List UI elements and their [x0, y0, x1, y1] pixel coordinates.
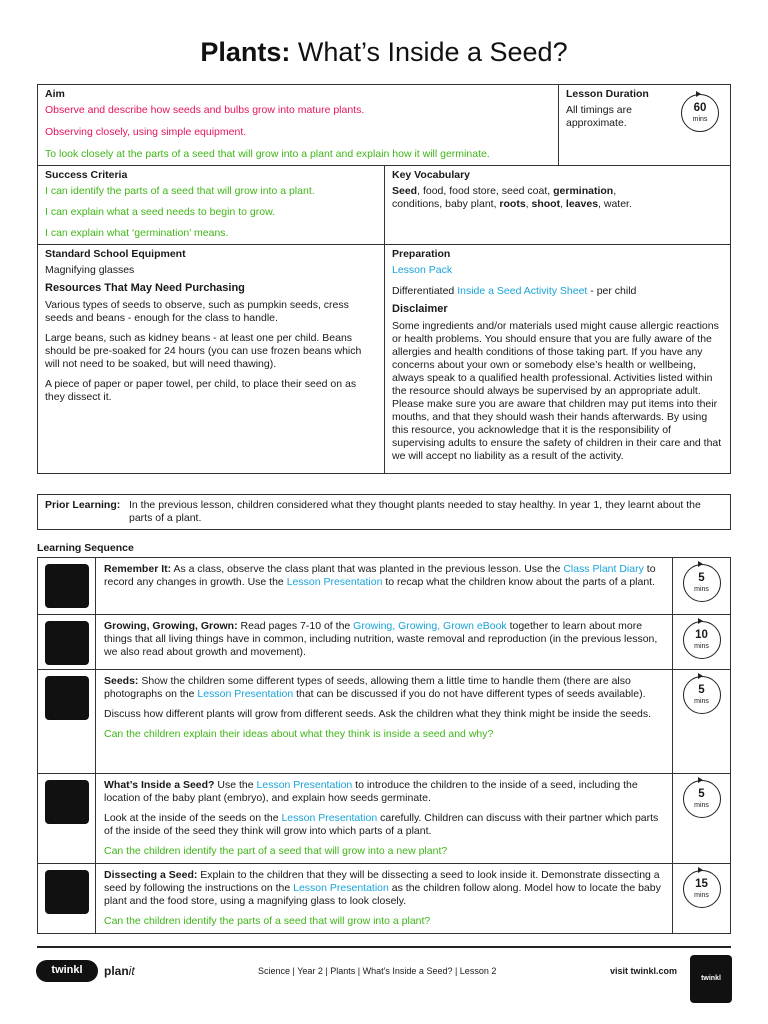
planit-logo: planit: [104, 964, 135, 978]
prior-learning-box: Prior Learning: In the previous lesson, children considered what they thought plants needed to stay healthy. In year 1, they learnt about the parts of a plant.: [37, 494, 731, 530]
twinkl-logo: twinkl: [36, 960, 98, 982]
aim-line: Observe and describe how seeds and bulbs grow into mature plants.: [45, 104, 365, 117]
sequence-step: Growing, Growing, Grown: Read pages 7-10 of the Growing, Growing, Grown eBook together to learn about more things that all living things have in common, including nutrition, waste removal and reproduction (in the previous lesson, we also read about growth and movement). 10 mins: [38, 614, 730, 669]
timer-icon: 10 mins: [683, 621, 721, 659]
lesson-presentation-link[interactable]: Lesson Presentation: [256, 779, 353, 791]
timer-icon: 60 mins: [681, 94, 719, 132]
footer-breadcrumb: Science | Year 2 | Plants | What’s Inside a Seed? | Lesson 2: [258, 966, 497, 976]
timer-icon: 5 mins: [683, 676, 721, 714]
lesson-overview-table: [37, 84, 731, 474]
lesson-presentation-link[interactable]: Lesson Presentation: [281, 812, 378, 825]
sequence-step: Remember It: As a class, observe the class plant that was planted in the previous lesson. Use the Class Plant Diary to record any changes in growth. Use the Lesson Presentation to recap what the children know about the parts of a plant. 5 mins: [38, 558, 730, 614]
vocabulary-list: Seed, food, food store, seed coat, germination, conditions, baby plant, roots, shoot, leaves, water.: [392, 185, 632, 211]
page-title: Plants: What’s Inside a Seed?: [200, 37, 568, 67]
aim-line: To look closely at the parts of a seed that will grow into a plant and explain how it will germinate.: [45, 148, 490, 161]
aim-line: Observing closely, using simple equipment.: [45, 126, 247, 139]
class-audience-icon: [45, 621, 89, 665]
footer-divider: [37, 946, 731, 948]
sequence-step: Dissecting a Seed: Explain to the children that they will be dissecting a seed to look inside it. Demonstrate dissecting a seed by following the instructions on the Lesson Presentation as the children follow along. Model how to locate the baby plant and the food store, using a magnifying glass to look closely. Can the children identify the parts of a seed that will grow into a plant? 15 mins: [38, 863, 730, 933]
criteria-line: I can explain what a seed needs to begin to grow.: [45, 206, 275, 219]
activity-sheet-link[interactable]: Inside a Seed Activity Sheet: [457, 285, 588, 298]
class-audience-icon: [45, 870, 89, 914]
lesson-presentation-link[interactable]: Lesson Presentation: [293, 882, 389, 895]
learning-sequence-table: [37, 557, 731, 934]
timer-icon: 5 mins: [683, 780, 721, 818]
assessment-question: Can the children identify the part of a seed that will grow into a new plant?: [104, 845, 448, 858]
website-link[interactable]: visit twinkl.com: [610, 966, 678, 976]
disclaimer-text: Some ingredients and/or materials used might cause allergic reactions or health problems. You should ensure that you are fully aware of the allergies and health conditions of those taking part. If you have any concerns about your own or somebody else’s health or wellbeing, always speak to a qualified health professional. Activities listed within the resource should always be supervised by an appropriate adult. Please make sure you are aware that children may put items into their mouths, and that they should wash their hands afterwards. By using this resource, you acknowledge that it is the responsibility of supervising adults to ensure the safety of children in their care and that we will accept no liability as a result of the activity.: [392, 319, 722, 462]
aim-section: Aim Observe and describe how seeds and bulbs grow into mature plants. Observing closely, using simple equipment. To look closely at the parts of a seed that will grow into a plant and explain how it will germinate.: [38, 85, 558, 165]
criteria-line: I can explain what ‘germination’ means.: [45, 227, 229, 240]
criteria-line: I can identify the parts of a seed that will grow into a plant.: [45, 185, 315, 198]
quality-badge: twinkl: [690, 955, 732, 1003]
assessment-question: Can the children identify the parts of a seed that will grow into a plant?: [104, 915, 431, 928]
class-plant-diary-link[interactable]: Class Plant Diary: [563, 563, 644, 575]
discussion-group-icon: [45, 564, 89, 608]
sequence-step: Seeds: Show the children some different types of seeds, allowing them a little time to handle them (there are also photographs on the Lesson Presentation that can be discussed if you do not have different types of seeds available). Discuss how different plants will grow from different seeds. Ask the children what they think might be inside the seeds. Can the children explain their ideas about what they think is inside a seed and why? 5 mins: [38, 669, 730, 773]
timer-icon: 15 mins: [683, 870, 721, 908]
ebook-link[interactable]: Growing, Growing, Grown eBook: [353, 620, 507, 632]
preparation-section: Preparation Lesson Pack Differentiated Inside a Seed Activity Sheet - per child Disclaimer Some ingredients and/or materials used might cause allergic reactions or health problems. You should ensure that you are fully aware of the allergies and health conditions of those taking part. If you have any concerns about your own or somebody else’s health or wellbeing, always speak to a qualified health professional. Activities listed within the resource should always be supervised by an appropriate adult. Please make sure you are aware that children may put items into their mouths, and that they should wash their hands afterwards. By using this resource, you acknowledge that it is the responsibility of supervising adults to ensure the safety of children in their care and that we will accept no liability as a result of the activity.: [384, 245, 730, 473]
discussion-group-icon: [45, 780, 89, 824]
timer-icon: 5 mins: [683, 564, 721, 602]
equipment-section: Standard School Equipment Magnifying glasses Resources That May Need Purchasing Various types of seeds to observe, such as pumpkin seeds, cress seeds and beans - enough for the class to handle. Large beans, such as kidney beans - at least one per child. Beans should be pre-soaked for 24 hours (you can use frozen beans which will not need to be soaked, but will need thawing). A piece of paper or paper towel, per child, to place their seed on as they dissect it.: [45, 248, 362, 403]
success-criteria-section: Success Criteria I can identify the parts of a seed that will grow into a plant. I can explain what a seed needs to begin to grow. I can explain what ‘germination’ means.: [38, 166, 384, 244]
lesson-presentation-link[interactable]: Lesson Presentation: [197, 688, 294, 701]
lesson-pack-link[interactable]: Lesson Pack: [392, 264, 453, 277]
lesson-presentation-link[interactable]: Lesson Presentation: [286, 576, 383, 589]
assessment-question: Can the children explain their ideas about what they think is inside a seed and why?: [104, 728, 494, 741]
duration-section: Lesson Duration All timings are approximate. 60 mins: [558, 85, 730, 165]
discussion-group-icon: [45, 676, 89, 720]
learning-sequence-title: Learning Sequence: [37, 542, 134, 554]
key-vocabulary-section: Key Vocabulary Seed, food, food store, seed coat, germination, conditions, baby plant, roots, shoot, leaves, water.: [384, 166, 730, 244]
sequence-step: What’s Inside a Seed? Use the Lesson Presentation to introduce the children to the inside of a seed, including the location of the baby plant (embryo), and explain how seeds germinate. Look at the inside of the seeds on the Lesson Presentation carefully. Children can discuss with their partner which parts of the inside of the seed they think will grow into which parts of a plant. Can the children identify the part of a seed that will grow into a new plant? 5 mins: [38, 773, 730, 863]
